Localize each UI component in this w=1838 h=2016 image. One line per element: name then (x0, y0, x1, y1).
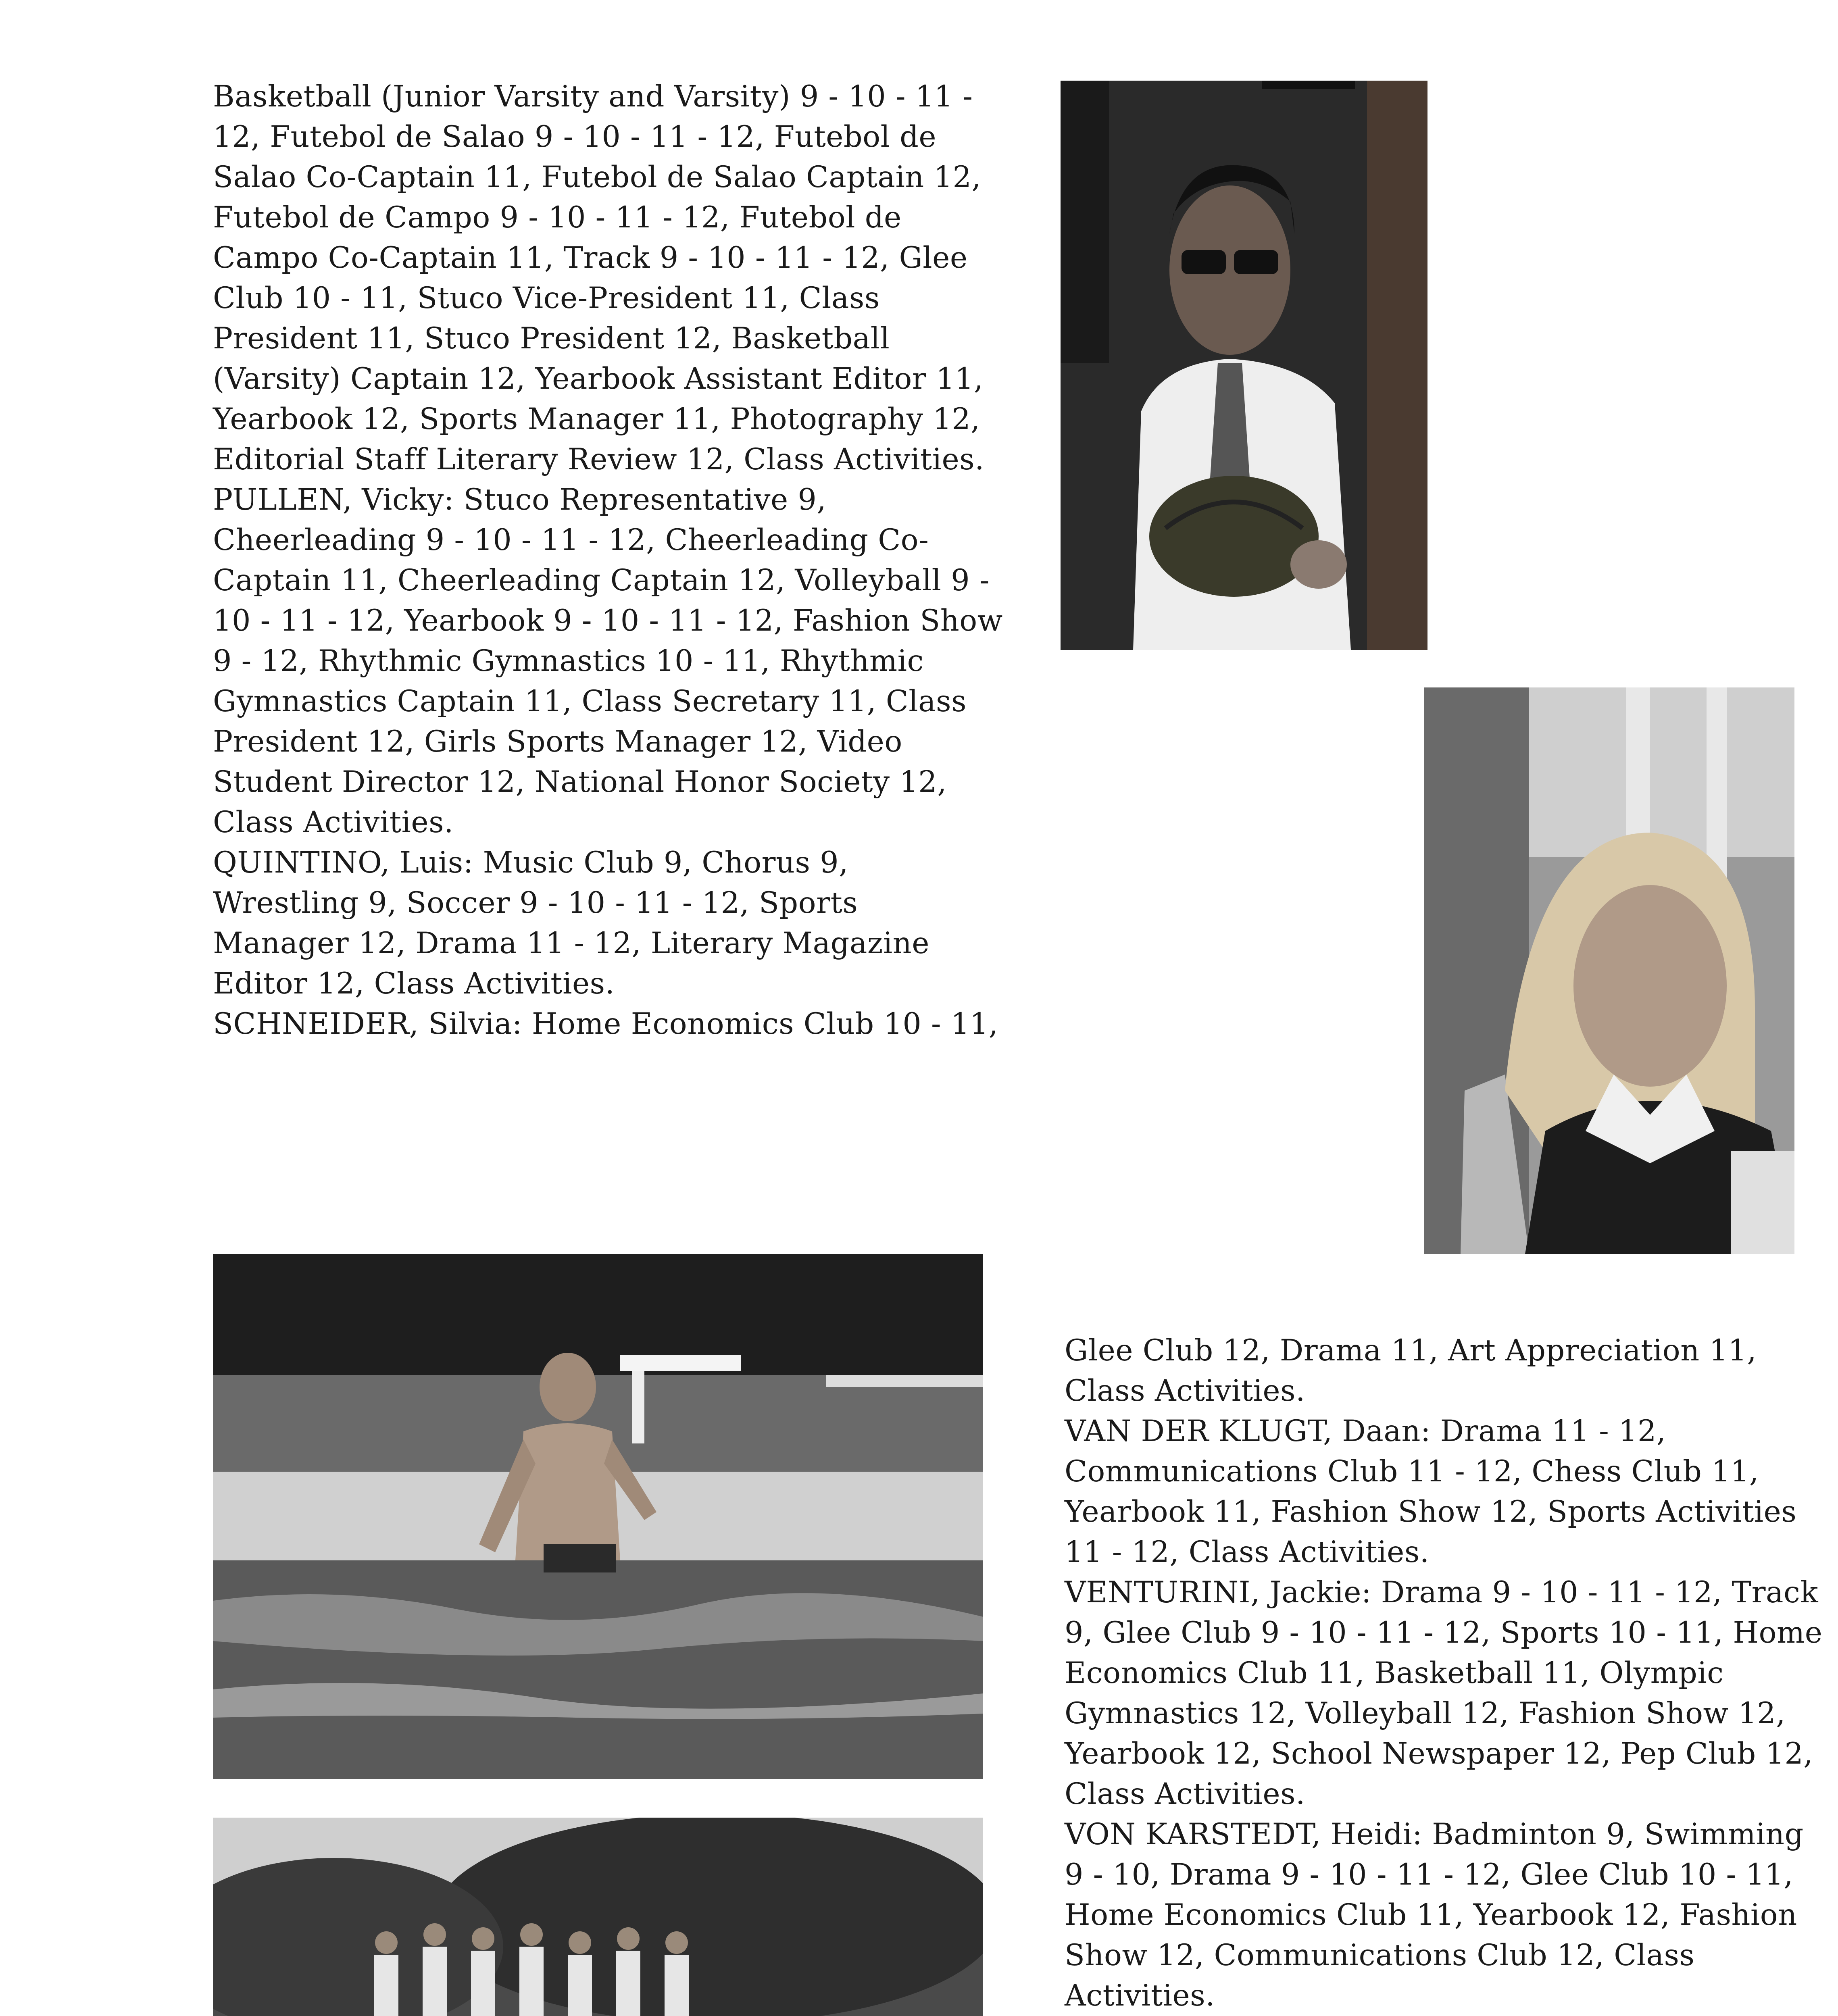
bio-paragraph: Basketball (Junior Varsity and Varsity) 9 - 10 - 11 - 12, Futebol de Salao 9 - 10 - 11 - 12, Futebol de Salao Co-Captain 11, Futebol de Salao Captain 12, Futebol de Campo 9 - 10 - 11 - 12, Futebol de Campo Co-Captain 11, Track 9 - 10 - 11 - 12, Glee Club 10 - 11, Stuco Vice-President 11, Class President 11, Stuco President 12, Basketball (Varsity) Captain 12, Yearbook Assistant Editor 11, Yearbook 12, Sports Manager 11, Photography 12, Editorial Staff Literary Review 12, Class Activities. (213, 79, 984, 477)
biography-column-bottom (1065, 1331, 1831, 2016)
bio-paragraph-von-karstedt: VON KARSTEDT, Heidi: Badminton 9, Swimming 9 - 10, Drama 9 - 10 - 11 - 12, Glee Club 10 - 11, Home Economics Club 11, Yearbook 12, Fashion Show 12, Communications Club 12, Class Activities. (1065, 1817, 1804, 2013)
photo-class-group (213, 1818, 983, 2016)
bio-paragraph-van-der-klugt: VAN DER KLUGT, Daan: Drama 11 - 12, Communications Club 11 - 12, Chess Club 11, Yearbook 11, Fashion Show 12, Sports Activities 11 - 12, Class Activities. (1065, 1414, 1797, 1569)
bio-paragraph-schneider: SCHNEIDER, Silvia: Home Economics Club 10 - 11, (213, 1007, 998, 1041)
bio-paragraph-quintino: QUINTINO, Luis: Music Club 9, Chorus 9, Wrestling 9, Soccer 9 - 10 - 11 - 12, Sports Manager 12, Drama 11 - 12, Literary Magazine Editor 12, Class Activities. (213, 846, 929, 1001)
bio-paragraph-continued: Glee Club 12, Drama 11, Art Appreciation 11, Class Activities. (1065, 1333, 1757, 1408)
bio-paragraph-pullen: PULLEN, Vicky: Stuco Representative 9, Cheerleading 9 - 10 - 11 - 12, Cheerleading Co-Captain 11, Cheerleading Captain 12, Volleyball 9 - 10 - 11 - 12, Yearbook 9 - 10 - 11 - 12, Fashion Show 9 - 12, Rhythmic Gymnastics 10 - 11, Rhythmic Gymnastics Captain 11, Class Secretary 11, Class President 12, Girls Sports Manager 12, Video Student Director 12, National Honor Society 12, Class Activities. (213, 483, 1003, 839)
photo-man-in-pool (213, 1254, 983, 1779)
biography-column-top (213, 77, 1003, 1044)
photo-blonde-woman (1424, 687, 1794, 1254)
bio-paragraph-venturini: VENTURINI, Jackie: Drama 9 - 10 - 11 - 12, Track 9, Glee Club 9 - 10 - 11 - 12, Sports 10 - 11, Home Economics Club 11, Basketball 11, Olympic Gymnastics 12, Volleyball 12, Fashion Show 12, Yearbook 12, School Newspaper 12, Pep Club 12, Class Activities. (1065, 1575, 1823, 1811)
photo-man-holding-tortoise (1061, 81, 1427, 650)
